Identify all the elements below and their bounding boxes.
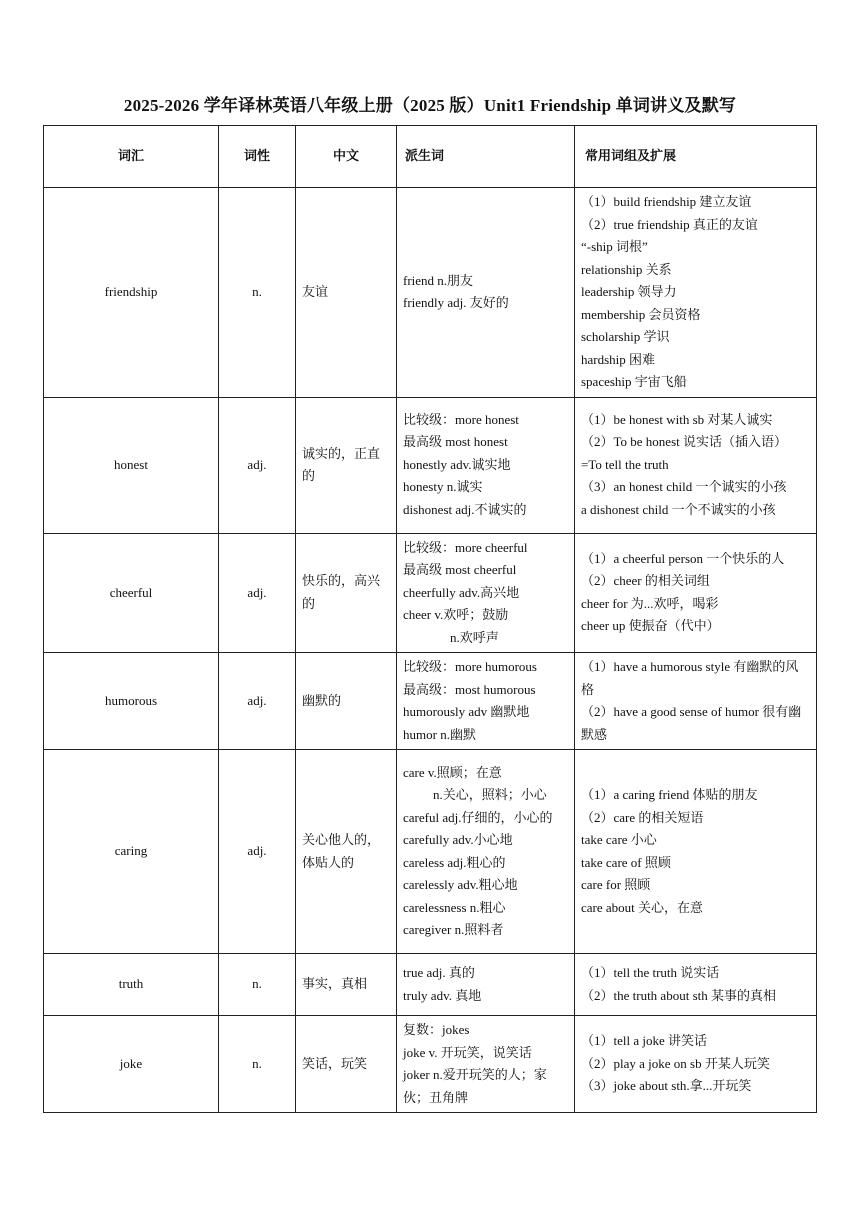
phrase-line: leadership 领导力 (581, 284, 677, 299)
chinese-cell: 幽默的 (296, 653, 397, 750)
derivative-line: humor n.幽默 (403, 726, 476, 742)
chinese-cell: 关心他人的，体贴人的 (296, 750, 397, 954)
phrase-line: care for 照顾 (581, 877, 651, 892)
word-cell: truth (44, 954, 219, 1016)
word-cell: caring (44, 750, 219, 954)
table-row (44, 188, 817, 398)
phrase-line: =To tell the truth (581, 456, 669, 472)
phrase-line: take care of 照顾 (581, 854, 671, 870)
derivative-line: 比较级：more cheerful (403, 539, 528, 555)
phrase-line: take care 小心 (581, 832, 657, 847)
derivative-line: honesty n.诚实 (403, 479, 483, 495)
derivative-line: carefully adv.小心地 (403, 832, 513, 847)
derivative-line: joker n.爱开玩笑的人；家伙；丑角牌 (403, 1067, 547, 1105)
phrases-cell (575, 533, 817, 653)
word-cell: cheerful (44, 533, 219, 653)
phrase-line: （1）tell the truth 说实话 (581, 965, 720, 980)
header-derivatives: 派生词 (397, 126, 575, 188)
table-header-row (44, 126, 817, 188)
derivative-line: carelessly adv.粗心地 (403, 877, 518, 892)
phrase-line: （1）a caring friend 体贴的朋友 (581, 787, 758, 802)
derivatives-cell (397, 188, 575, 398)
phrase-line: （1）be honest with sb 对某人诚实 (581, 411, 773, 427)
chinese-cell: 友谊 (296, 188, 397, 398)
derivatives-cell (397, 653, 575, 750)
table-row (44, 750, 817, 954)
derivative-line: dishonest adj.不诚实的 (403, 501, 527, 517)
pos-cell: n. (219, 188, 296, 398)
phrase-line: （1）a cheerful person 一个快乐的人 (581, 550, 785, 566)
phrase-line: cheer up 使振奋（代中） (581, 618, 720, 634)
phrase-line: membership 会员资格 (581, 306, 701, 322)
phrase-line: （2）true friendship 真正的友谊 (581, 216, 758, 232)
derivative-line: carelessness n.粗心 (403, 899, 506, 915)
page-title: 2025-2026 学年译林英语八年级上册（2025 版）Unit1 Friendship 单词讲义及默写 (123, 96, 737, 115)
phrase-line: spaceship 宇宙飞船 (581, 374, 687, 389)
derivative-line: friend n.朋友 (403, 272, 474, 288)
pos-cell: adj. (219, 533, 296, 653)
derivatives-cell (397, 1016, 575, 1113)
derivative-line: careless adj.粗心的 (403, 854, 506, 870)
phrase-line: （3）an honest child 一个诚实的小孩 (581, 479, 787, 495)
table-row (44, 954, 817, 1016)
phrase-line: （2）care 的相关短语 (581, 809, 704, 825)
derivative-line: care v.照顾；在意 (403, 764, 502, 780)
header-chinese: 中文 (296, 126, 397, 188)
phrase-line: hardship 困难 (581, 351, 656, 367)
word-cell: joke (44, 1016, 219, 1113)
derivative-line: 比较级：more humorous (403, 659, 537, 674)
word-cell: friendship (44, 188, 219, 398)
derivative-line: 最高级：most humorous (403, 681, 536, 697)
word-cell: honest (44, 397, 219, 533)
derivative-line: cheer v.欢呼；鼓励 (403, 607, 509, 622)
table-row (44, 397, 817, 533)
derivative-line: 复数：jokes (403, 1022, 470, 1037)
derivative-line: caregiver n.照料者 (403, 922, 504, 937)
derivative-line: n.欢呼声 (450, 629, 499, 645)
phrase-line: （2）the truth about sth 某事的真相 (581, 987, 776, 1003)
derivative-line: 最高级 most cheerful (403, 562, 517, 577)
derivative-line: friendly adj. 友好的 (403, 295, 509, 311)
pos-cell: adj. (219, 653, 296, 750)
phrases-cell (575, 1016, 817, 1113)
derivative-line: joke v. 开玩笑，说笑话 (403, 1044, 532, 1060)
derivatives-cell (397, 954, 575, 1016)
header-phrases: 常用词组及扩展 (575, 126, 817, 188)
phrase-line: scholarship 学识 (581, 329, 670, 344)
derivative-line: n.关心，照料；小心 (433, 787, 547, 802)
phrase-line: cheer for 为...欢呼，喝彩 (581, 595, 719, 611)
phrases-cell (575, 188, 817, 398)
derivatives-cell (397, 397, 575, 533)
phrase-line: （2）play a joke on sb 开某人玩笑 (581, 1055, 770, 1071)
header-pos: 词性 (219, 126, 296, 188)
derivative-line: humorously adv 幽默地 (403, 704, 530, 719)
table-row (44, 1016, 817, 1113)
chinese-cell: 快乐的，高兴的 (296, 533, 397, 653)
phrase-line: （1）build friendship 建立友谊 (581, 194, 752, 209)
phrase-line: care about 关心，在意 (581, 899, 704, 915)
vocabulary-table (43, 125, 817, 1113)
derivative-line: 比较级：more honest (403, 411, 519, 427)
chinese-cell: 诚实的，正直的 (296, 397, 397, 533)
phrase-line: “-ship 词根” (581, 239, 648, 254)
derivative-line: 最高级 most honest (403, 434, 508, 450)
derivative-line: cheerfully adv.高兴地 (403, 584, 520, 600)
derivative-line: truly adv. 真地 (403, 987, 482, 1003)
pos-cell: n. (219, 1016, 296, 1113)
derivative-line: careful adj.仔细的，小心的 (403, 809, 553, 825)
derivatives-cell (397, 533, 575, 653)
phrases-cell (575, 954, 817, 1016)
phrases-cell (575, 397, 817, 533)
chinese-cell: 事实，真相 (296, 954, 397, 1016)
phrase-line: （3）joke about sth.拿...开玩笑 (581, 1078, 752, 1094)
phrases-cell (575, 750, 817, 954)
phrase-line: （1）have a humorous style 有幽默的风格 (581, 659, 799, 697)
derivative-line: true adj. 真的 (403, 965, 475, 980)
header-word: 词汇 (44, 126, 219, 188)
phrase-line: a dishonest child 一个不诚实的小孩 (581, 501, 776, 517)
chinese-cell: 笑话，玩笑 (296, 1016, 397, 1113)
phrase-line: （1）tell a joke 讲笑话 (581, 1033, 708, 1049)
word-cell: humorous (44, 653, 219, 750)
phrase-line: relationship 关系 (581, 261, 672, 277)
table-row (44, 653, 817, 750)
pos-cell: adj. (219, 397, 296, 533)
table-row (44, 533, 817, 653)
pos-cell: adj. (219, 750, 296, 954)
phrase-line: （2）have a good sense of humor 很有幽默感 (581, 704, 802, 742)
derivatives-cell (397, 750, 575, 954)
phrases-cell (575, 653, 817, 750)
pos-cell: n. (219, 954, 296, 1016)
derivative-line: honestly adv.诚实地 (403, 456, 511, 472)
phrase-line: （2）To be honest 说实话（插入语） (581, 434, 787, 450)
phrase-line: （2）cheer 的相关词组 (581, 573, 710, 589)
